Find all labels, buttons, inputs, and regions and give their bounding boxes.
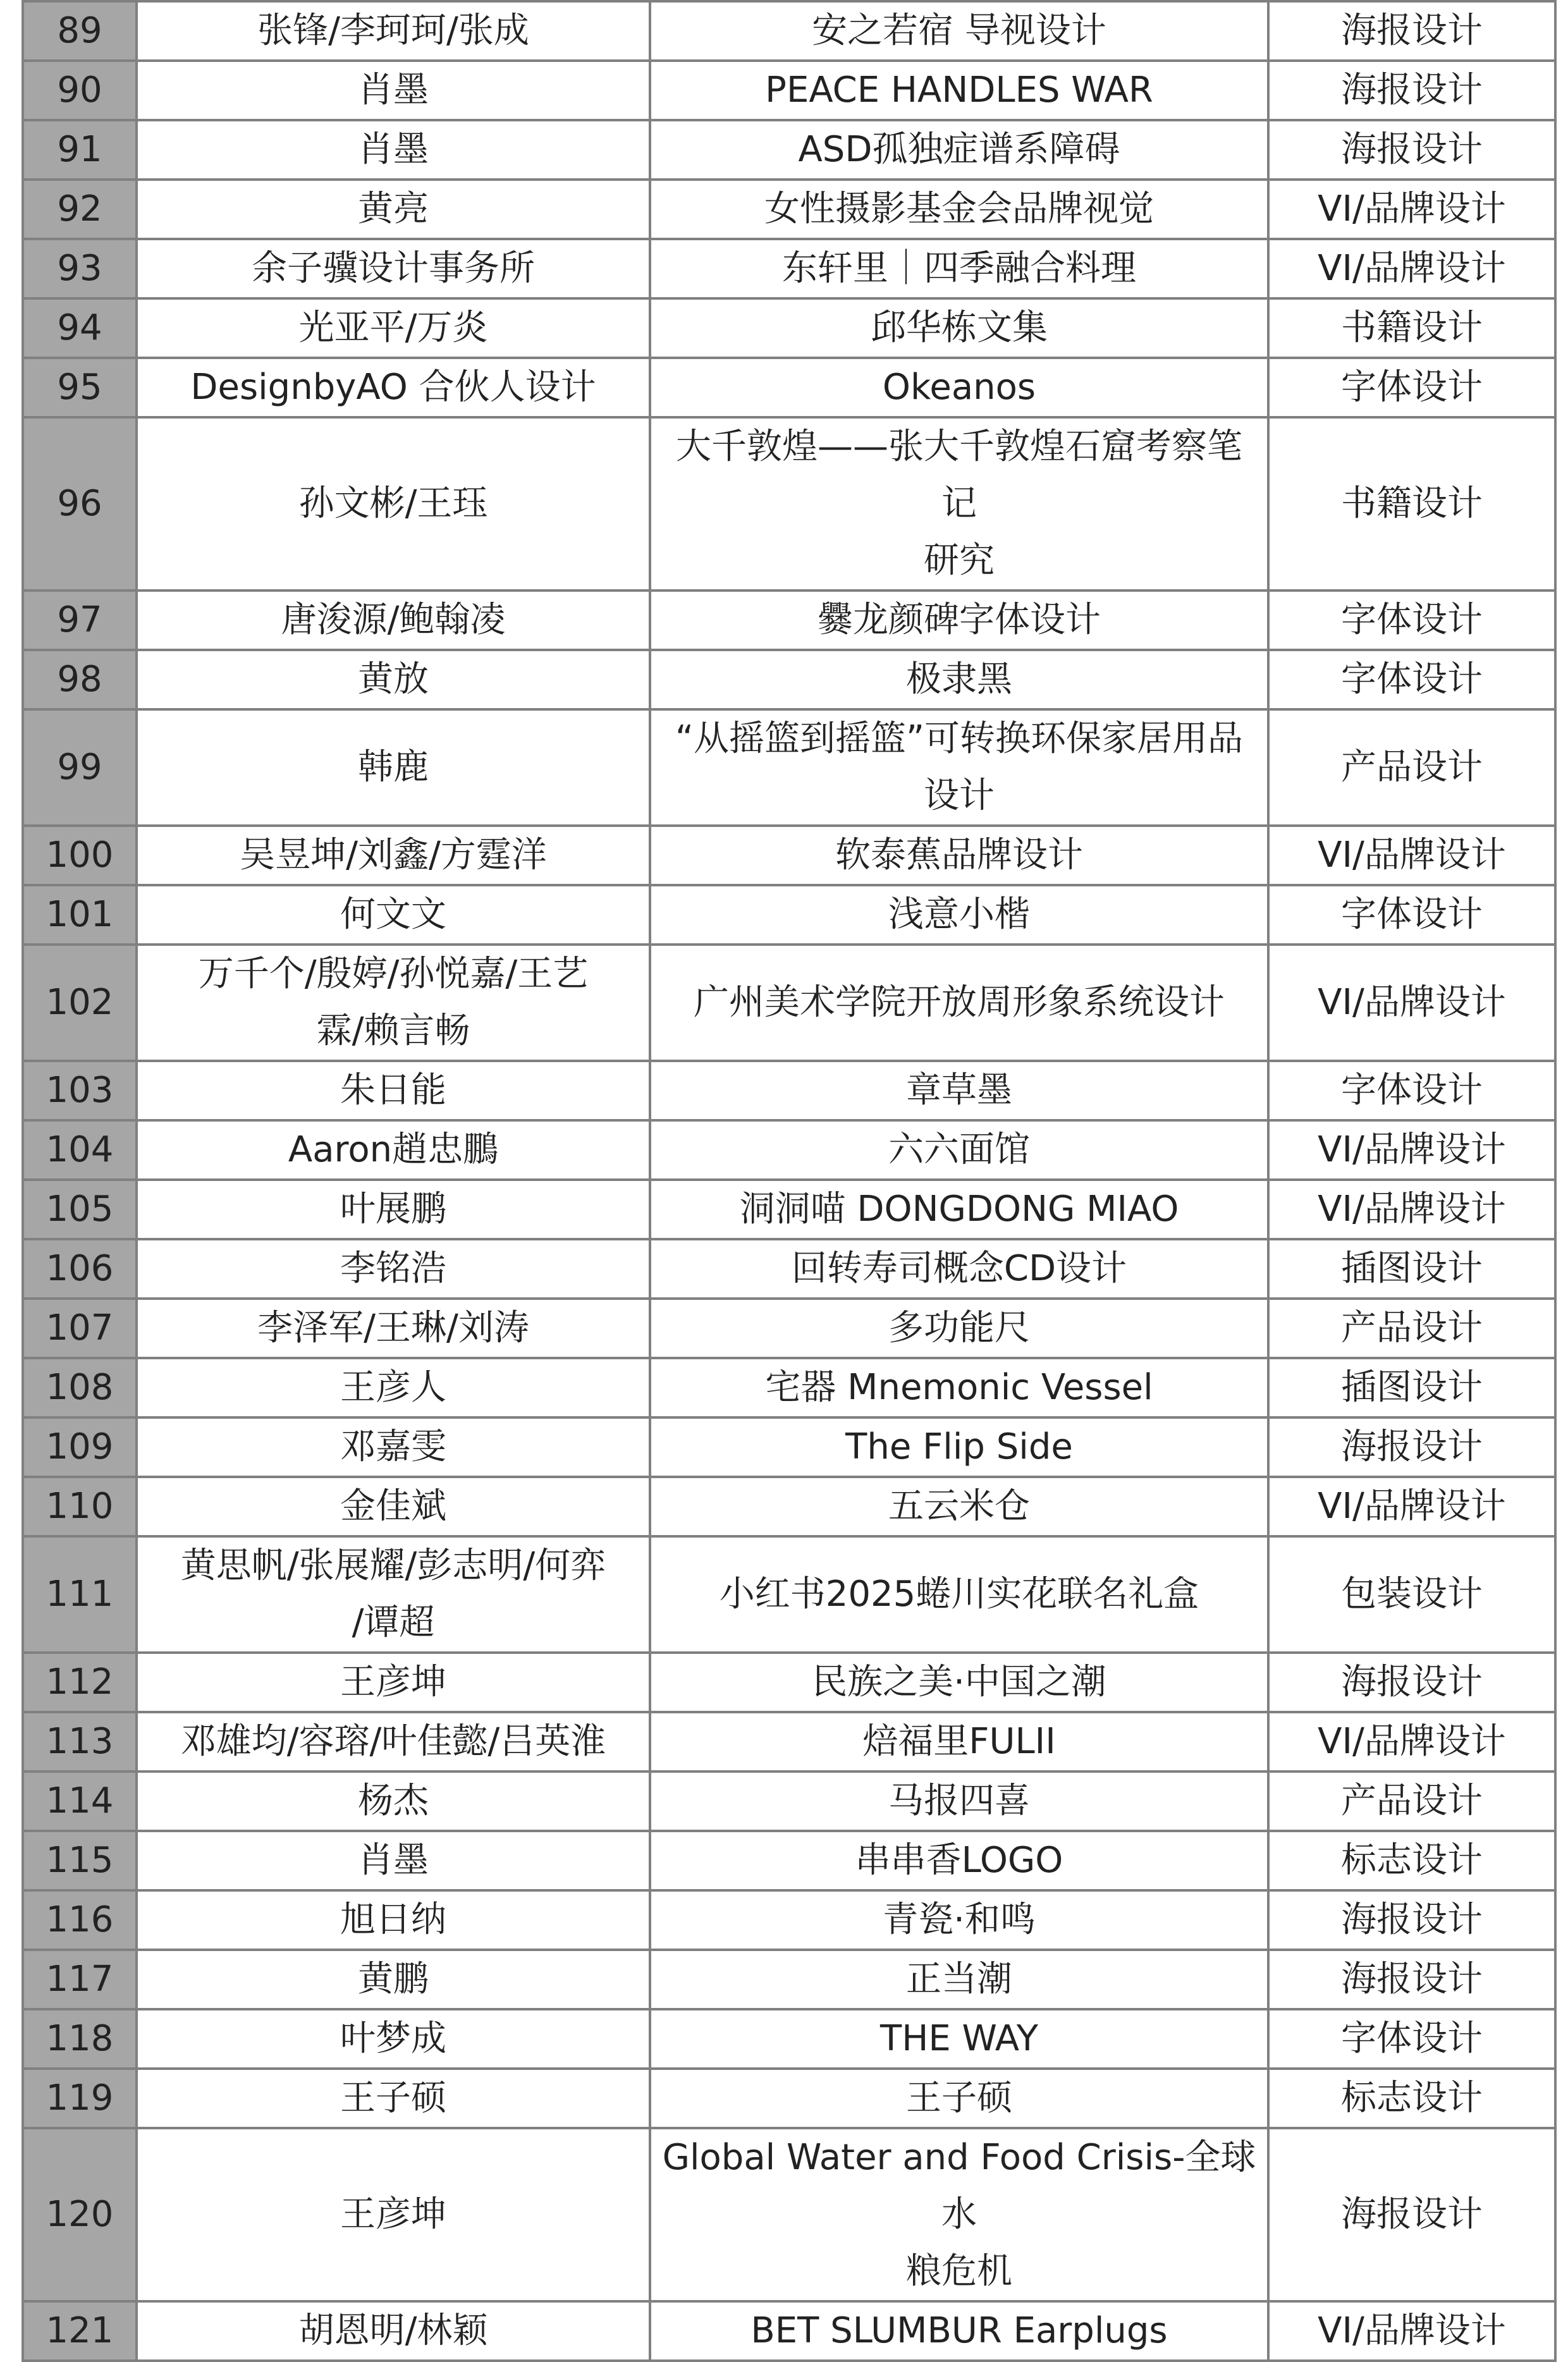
row-number: 105 [23,1180,137,1239]
author-cell: 韩鹿 [137,709,650,826]
author-cell: 何文文 [137,885,650,945]
author-cell [137,1536,650,1653]
work-title-cell: 正当潮 [650,1950,1268,2009]
category-cell: 海报设计 [1268,120,1555,180]
row-number: 116 [23,1890,137,1950]
table-row [23,1180,1555,1239]
table-row [23,1061,1555,1120]
author-cell: 唐浚源/鲍翰凌 [137,590,650,650]
category-cell: 字体设计 [1268,1061,1555,1120]
category-cell: VI/品牌设计 [1268,826,1555,885]
work-title-cell: 串串香LOGO [650,1831,1268,1890]
category-cell: 产品设计 [1268,709,1555,826]
author-cell: 孙文彬/王珏 [137,417,650,590]
author-cell: 肖墨 [137,120,650,180]
author-cell: 李泽军/王琳/刘涛 [137,1299,650,1358]
row-number: 108 [23,1358,137,1417]
table-row [23,1120,1555,1180]
work-title-cell [650,2128,1268,2301]
table-row [23,826,1555,885]
work-title-cell: 焙福里FULII [650,1712,1268,1772]
category-cell: 海报设计 [1268,1,1555,61]
row-number: 110 [23,1477,137,1536]
table-row [23,2301,1555,2361]
award-list-body [23,1,1555,2361]
row-number: 115 [23,1831,137,1890]
work-title-cell: 邱华栋文集 [650,298,1268,358]
row-number: 91 [23,120,137,180]
author-cell: 王彦坤 [137,2128,650,2301]
author-cell: 光亚平/万炎 [137,298,650,358]
table-row [23,417,1555,590]
work-title-cell [650,709,1268,826]
category-cell: VI/品牌设计 [1268,180,1555,239]
category-cell: 海报设计 [1268,2128,1555,2301]
category-cell: 海报设计 [1268,1890,1555,1950]
table-row [23,1358,1555,1417]
work-title-cell: THE WAY [650,2009,1268,2069]
author-cell: 李铭浩 [137,1239,650,1299]
table-row [23,1653,1555,1712]
work-title-cell: 洞洞喵 DONGDONG MIAO [650,1180,1268,1239]
row-number: 107 [23,1299,137,1358]
category-cell: 标志设计 [1268,1831,1555,1890]
row-number: 90 [23,61,137,120]
row-number: 103 [23,1061,137,1120]
work-title-cell: 安之若宿 导视设计 [650,1,1268,61]
table-row [23,2009,1555,2069]
row-number: 119 [23,2069,137,2128]
row-number: 120 [23,2128,137,2301]
author-cell: 邓嘉雯 [137,1417,650,1477]
table-row [23,590,1555,650]
category-cell: VI/品牌设计 [1268,1180,1555,1239]
author-cell: 叶梦成 [137,2009,650,2069]
table-row [23,2069,1555,2128]
category-cell: 插图设计 [1268,1239,1555,1299]
work-title-cell: 爨龙颜碑字体设计 [650,590,1268,650]
row-number: 96 [23,417,137,590]
author-cell: 吴昱坤/刘鑫/方霆洋 [137,826,650,885]
work-title-cell: 马报四喜 [650,1772,1268,1831]
category-cell: VI/品牌设计 [1268,945,1555,1061]
row-number: 109 [23,1417,137,1477]
work-title-cell: 王子硕 [650,2069,1268,2128]
author-cell: 杨杰 [137,1772,650,1831]
row-number: 113 [23,1712,137,1772]
author-cell: 王彦人 [137,1358,650,1417]
row-number: 117 [23,1950,137,2009]
table-row [23,1712,1555,1772]
table-row [23,1417,1555,1477]
author-cell: 王彦坤 [137,1653,650,1712]
author-cell: 旭日纳 [137,1890,650,1950]
table-row [23,1239,1555,1299]
work-title-cell: The Flip Side [650,1417,1268,1477]
category-cell: VI/品牌设计 [1268,1712,1555,1772]
work-title-cell-text: 大千敦煌——张大千敦煌石窟考察笔记 [676,426,1242,524]
work-title-cell: 民族之美·中国之潮 [650,1653,1268,1712]
category-cell: 海报设计 [1268,1653,1555,1712]
table-row [23,1831,1555,1890]
row-number: 99 [23,709,137,826]
work-title-cell: PEACE HANDLES WAR [650,61,1268,120]
author-cell: 黄鹏 [137,1950,650,2009]
work-title-cell: 五云米仓 [650,1477,1268,1536]
table-row [23,1299,1555,1358]
work-title-cell-text-cont: 设计 [924,775,995,816]
table-row [23,1536,1555,1653]
row-number: 94 [23,298,137,358]
table-row [23,239,1555,298]
author-cell: Aaron趙忠鵬 [137,1120,650,1180]
row-number: 89 [23,1,137,61]
category-cell: 书籍设计 [1268,298,1555,358]
row-number: 92 [23,180,137,239]
row-number: 95 [23,358,137,417]
author-cell-text: 黄思帆/张展耀/彭志明/何弈 [180,1545,606,1586]
category-cell: 产品设计 [1268,1299,1555,1358]
author-cell-text-cont: /谭超 [352,1602,435,1643]
category-cell: 字体设计 [1268,590,1555,650]
row-number: 114 [23,1772,137,1831]
author-cell [137,945,650,1061]
work-title-cell-text: “从摇篮到摇篮”可转换环保家居用品 [675,718,1244,759]
author-cell: 叶展鹏 [137,1180,650,1239]
author-cell: 肖墨 [137,1831,650,1890]
author-cell-text-cont: 霖/赖言畅 [316,1010,470,1051]
author-cell: 胡恩明/林颖 [137,2301,650,2361]
row-number: 112 [23,1653,137,1712]
category-cell: VI/品牌设计 [1268,2301,1555,2361]
category-cell: VI/品牌设计 [1268,239,1555,298]
category-cell: 书籍设计 [1268,417,1555,590]
work-title-cell: Okeanos [650,358,1268,417]
category-cell: 海报设计 [1268,1417,1555,1477]
author-cell: 余子骥设计事务所 [137,239,650,298]
author-cell: 黄亮 [137,180,650,239]
table-row [23,650,1555,709]
category-cell: VI/品牌设计 [1268,1477,1555,1536]
row-number: 118 [23,2009,137,2069]
category-cell: 海报设计 [1268,61,1555,120]
table-row [23,2128,1555,2301]
category-cell: 海报设计 [1268,1950,1555,2009]
row-number: 97 [23,590,137,650]
award-list-table [21,0,1557,2362]
work-title-cell: 多功能尺 [650,1299,1268,1358]
category-cell: 字体设计 [1268,358,1555,417]
table-row [23,1950,1555,2009]
table-row [23,1890,1555,1950]
table-row [23,61,1555,120]
row-number: 106 [23,1239,137,1299]
category-cell: 字体设计 [1268,2009,1555,2069]
row-number: 102 [23,945,137,1061]
author-cell: DesignbyAO 合伙人设计 [137,358,650,417]
category-cell: VI/品牌设计 [1268,1120,1555,1180]
author-cell-text: 万千个/殷婷/孙悦嘉/王艺 [198,953,589,994]
category-cell: 插图设计 [1268,1358,1555,1417]
work-title-cell: 软泰蕉品牌设计 [650,826,1268,885]
category-cell: 产品设计 [1268,1772,1555,1831]
work-title-cell: 章草墨 [650,1061,1268,1120]
table-row [23,120,1555,180]
work-title-cell: ASD孤独症谱系障碍 [650,120,1268,180]
work-title-cell: 回转寿司概念CD设计 [650,1239,1268,1299]
work-title-cell-text-cont: 粮危机 [906,2251,1012,2292]
work-title-cell: 东轩里｜四季融合料理 [650,239,1268,298]
table-row [23,180,1555,239]
author-cell: 邓雄均/容瑢/叶佳懿/吕英淮 [137,1712,650,1772]
author-cell: 王子硕 [137,2069,650,2128]
work-title-cell: 女性摄影基金会品牌视觉 [650,180,1268,239]
row-number: 121 [23,2301,137,2361]
row-number: 101 [23,885,137,945]
work-title-cell: 小红书2025蜷川实花联名礼盒 [650,1536,1268,1653]
work-title-cell-text: Global Water and Food Crisis-全球水 [662,2137,1256,2235]
work-title-cell-text-cont: 研究 [924,540,995,581]
table-row [23,1,1555,61]
work-title-cell: BET SLUMBUR Earplugs [650,2301,1268,2361]
work-title-cell: 青瓷·和鸣 [650,1890,1268,1950]
author-cell: 张锋/李珂珂/张成 [137,1,650,61]
row-number: 111 [23,1536,137,1653]
author-cell: 肖墨 [137,61,650,120]
row-number: 93 [23,239,137,298]
work-title-cell: 浅意小楷 [650,885,1268,945]
table-row [23,945,1555,1061]
category-cell: 字体设计 [1268,885,1555,945]
work-title-cell: 宅器 Mnemonic Vessel [650,1358,1268,1417]
row-number: 100 [23,826,137,885]
table-row [23,885,1555,945]
category-cell: 字体设计 [1268,650,1555,709]
author-cell: 朱日能 [137,1061,650,1120]
author-cell: 黄放 [137,650,650,709]
row-number: 98 [23,650,137,709]
work-title-cell: 广州美术学院开放周形象系统设计 [650,945,1268,1061]
category-cell: 包装设计 [1268,1536,1555,1653]
table-row [23,1772,1555,1831]
row-number: 104 [23,1120,137,1180]
table-row [23,1477,1555,1536]
work-title-cell: 六六面馆 [650,1120,1268,1180]
work-title-cell [650,417,1268,590]
category-cell: 标志设计 [1268,2069,1555,2128]
table-row [23,358,1555,417]
work-title-cell: 极隶黑 [650,650,1268,709]
table-row [23,709,1555,826]
author-cell: 金佳斌 [137,1477,650,1536]
table-row [23,298,1555,358]
